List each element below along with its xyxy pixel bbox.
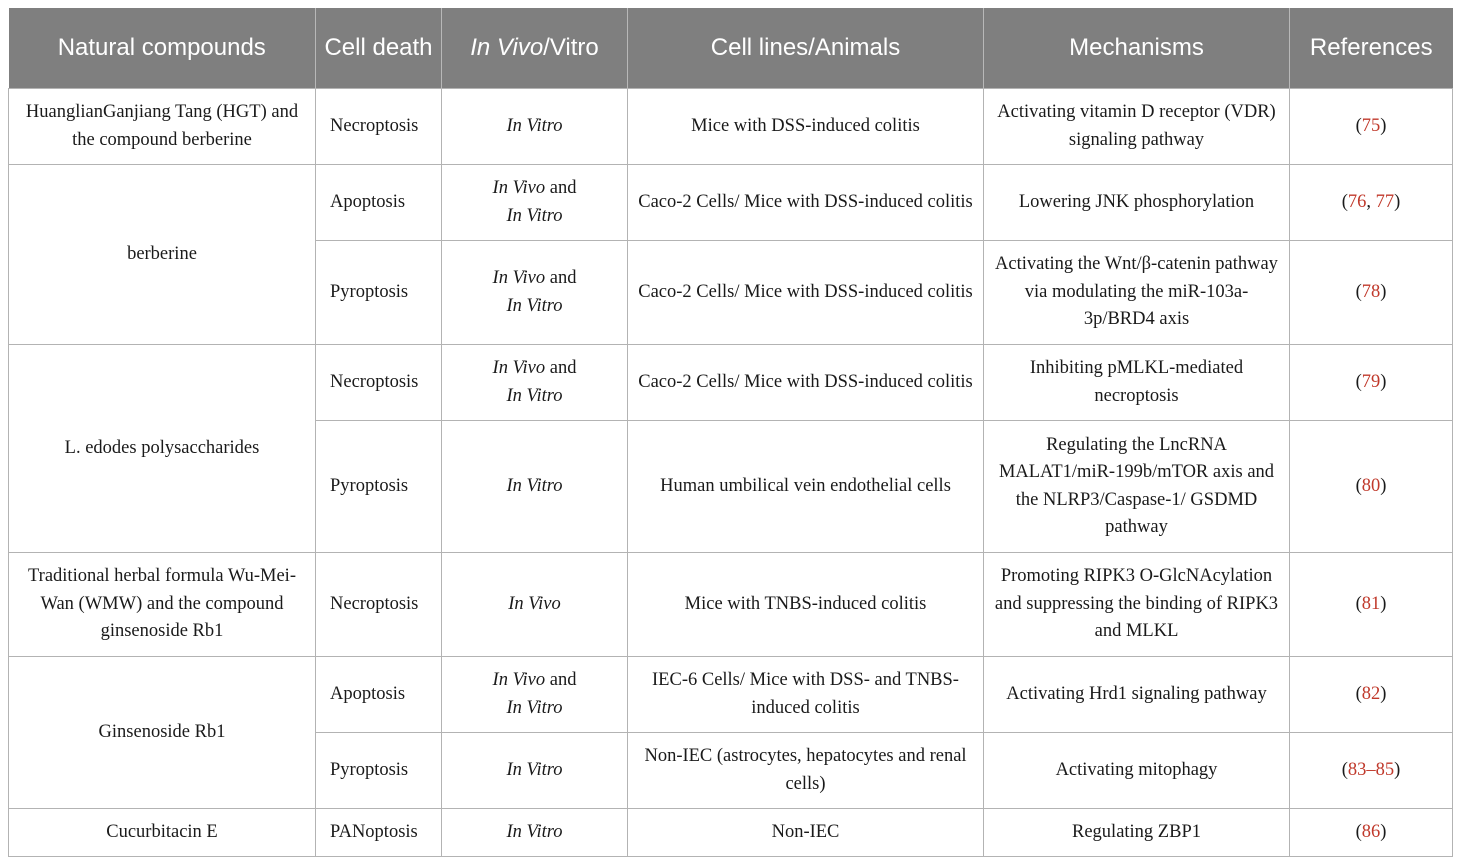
reference-cell (1290, 553, 1453, 657)
vivo-vitro-cell (442, 241, 628, 345)
mechanism-cell: Regulating ZBP1 (984, 809, 1290, 857)
header-mechanisms: Mechanisms (984, 8, 1290, 89)
mechanism-cell: Activating mitophagy (984, 733, 1290, 809)
compound-cell: Traditional herbal formula Wu-Mei-Wan (WMW) and the compound ginsenoside Rb1 (9, 553, 316, 657)
paren-close: ) (1380, 115, 1387, 136)
header-vitro-text: /Vitro (543, 34, 599, 61)
paren-open: ( (1355, 115, 1362, 136)
reference-link[interactable]: 78 (1361, 281, 1381, 302)
compounds-table (8, 8, 1453, 857)
reference-link[interactable]: 82 (1361, 683, 1381, 704)
table-row (9, 165, 1453, 241)
cell-death-cell: PANoptosis (316, 809, 442, 857)
compound-cell: L. edodes polysaccharides (9, 345, 316, 553)
vivo-vitro-cell (442, 345, 628, 421)
in-vitro-text: In Vitro (506, 821, 563, 842)
cell-death-cell: Pyroptosis (316, 733, 442, 809)
in-vitro-text: In Vitro (506, 205, 563, 226)
and-text: and (545, 268, 577, 288)
cell-death-cell: Necroptosis (316, 553, 442, 657)
vivo-vitro-cell (442, 809, 628, 857)
header-in-vivo-text: In Vivo (470, 34, 544, 61)
cell-death-cell: Necroptosis (316, 345, 442, 421)
mechanism-cell: Inhibiting pMLKL-mediated necroptosis (984, 345, 1290, 421)
reference-link[interactable]: 86 (1361, 821, 1381, 842)
mechanism-cell: Activating vitamin D receptor (VDR) signaling pathway (984, 89, 1290, 165)
reference-cell (1290, 241, 1453, 345)
paren-close: ) (1380, 475, 1387, 496)
reference-link[interactable]: 81 (1361, 593, 1381, 614)
reference-cell (1290, 421, 1453, 553)
in-vivo-text: In Vivo (508, 593, 561, 614)
in-vivo-text: In Vivo (492, 268, 546, 288)
vivo-vitro-cell (442, 733, 628, 809)
table-row (9, 345, 1453, 421)
header-in-vivo-vitro (442, 8, 628, 89)
paren-open: ( (1341, 759, 1348, 780)
header-cell-lines: Cell lines/Animals (628, 8, 984, 89)
table-row (9, 553, 1453, 657)
in-vitro-text: In Vitro (506, 295, 563, 316)
cell-death-cell: Apoptosis (316, 165, 442, 241)
in-vitro-text: In Vitro (506, 385, 563, 406)
header-cell-death: Cell death (316, 8, 442, 89)
paren-close: ) (1380, 281, 1387, 302)
mechanism-cell: Activating the Wnt/β-catenin pathway via modulating the miR-103a-3p/BRD4 axis (984, 241, 1290, 345)
vivo-vitro-cell (442, 553, 628, 657)
cell-death-cell: Necroptosis (316, 89, 442, 165)
paren-close: ) (1380, 371, 1387, 392)
and-text: and (545, 358, 577, 378)
in-vitro-text: In Vitro (506, 759, 563, 780)
compound-cell: Ginsenoside Rb1 (9, 657, 316, 809)
paren-close: ) (1380, 683, 1387, 704)
compound-cell: Cucurbitacin E (9, 809, 316, 857)
reference-link[interactable]: 77 (1375, 191, 1395, 212)
header-compounds: Natural compounds (9, 8, 316, 89)
in-vivo-text: In Vivo (492, 358, 546, 378)
mechanism-cell: Activating Hrd1 signaling pathway (984, 657, 1290, 733)
mechanism-cell: Regulating the LncRNA MALAT1/miR-199b/mTOR axis and the NLRP3/Caspase-1/ GSDMD pathway (984, 421, 1290, 553)
paren-open: ( (1355, 281, 1362, 302)
table-row (9, 809, 1453, 857)
table-row (9, 657, 1453, 733)
reference-link[interactable]: 76 (1347, 191, 1367, 212)
paren-open: ( (1355, 821, 1362, 842)
reference-cell (1290, 89, 1453, 165)
reference-link[interactable]: 75 (1361, 115, 1381, 136)
compound-cell: berberine (9, 165, 316, 345)
cell-lines-cell: Non-IEC (628, 809, 984, 857)
cell-lines-cell: Mice with DSS-induced colitis (628, 89, 984, 165)
in-vivo-text: In Vivo (492, 178, 546, 198)
reference-cell (1290, 809, 1453, 857)
cell-lines-cell: Non-IEC (astrocytes, hepatocytes and renal cells) (628, 733, 984, 809)
paren-close: ) (1380, 593, 1387, 614)
in-vitro-text: In Vitro (506, 475, 563, 496)
reference-link[interactable]: 83–85 (1347, 759, 1395, 780)
vivo-vitro-cell (442, 657, 628, 733)
compound-cell: HuanglianGanjiang Tang (HGT) and the compound berberine (9, 89, 316, 165)
cell-lines-cell: IEC-6 Cells/ Mice with DSS- and TNBS-induced colitis (628, 657, 984, 733)
paren-open: ( (1341, 191, 1348, 212)
in-vitro-text: In Vitro (506, 115, 563, 136)
mechanism-cell: Lowering JNK phosphorylation (984, 165, 1290, 241)
cell-lines-cell: Mice with TNBS-induced colitis (628, 553, 984, 657)
vivo-vitro-cell (442, 165, 628, 241)
mechanism-cell: Promoting RIPK3 O-GlcNAcylation and suppressing the binding of RIPK3 and MLKL (984, 553, 1290, 657)
and-text: and (545, 670, 577, 690)
in-vivo-text: In Vivo (492, 670, 546, 690)
paren-close: ) (1394, 191, 1401, 212)
reference-separator: , (1366, 191, 1376, 212)
in-vitro-text: In Vitro (506, 697, 563, 718)
paren-open: ( (1355, 683, 1362, 704)
cell-death-cell: Pyroptosis (316, 241, 442, 345)
reference-cell (1290, 165, 1453, 241)
paren-open: ( (1355, 371, 1362, 392)
reference-cell (1290, 345, 1453, 421)
cell-death-cell: Apoptosis (316, 657, 442, 733)
vivo-vitro-cell (442, 89, 628, 165)
cell-lines-cell: Caco-2 Cells/ Mice with DSS-induced colitis (628, 241, 984, 345)
cell-lines-cell: Human umbilical vein endothelial cells (628, 421, 984, 553)
paren-open: ( (1355, 475, 1362, 496)
paren-close: ) (1380, 821, 1387, 842)
header-references: References (1290, 8, 1453, 89)
reference-cell (1290, 733, 1453, 809)
reference-cell (1290, 657, 1453, 733)
cell-death-cell: Pyroptosis (316, 421, 442, 553)
paren-open: ( (1355, 593, 1362, 614)
reference-link[interactable]: 79 (1361, 371, 1381, 392)
and-text: and (545, 178, 577, 198)
vivo-vitro-cell (442, 421, 628, 553)
cell-lines-cell: Caco-2 Cells/ Mice with DSS-induced colitis (628, 165, 984, 241)
cell-lines-cell: Caco-2 Cells/ Mice with DSS-induced colitis (628, 345, 984, 421)
paren-close: ) (1394, 759, 1401, 780)
header-row (9, 8, 1453, 89)
table-row (9, 89, 1453, 165)
reference-link[interactable]: 80 (1361, 475, 1381, 496)
